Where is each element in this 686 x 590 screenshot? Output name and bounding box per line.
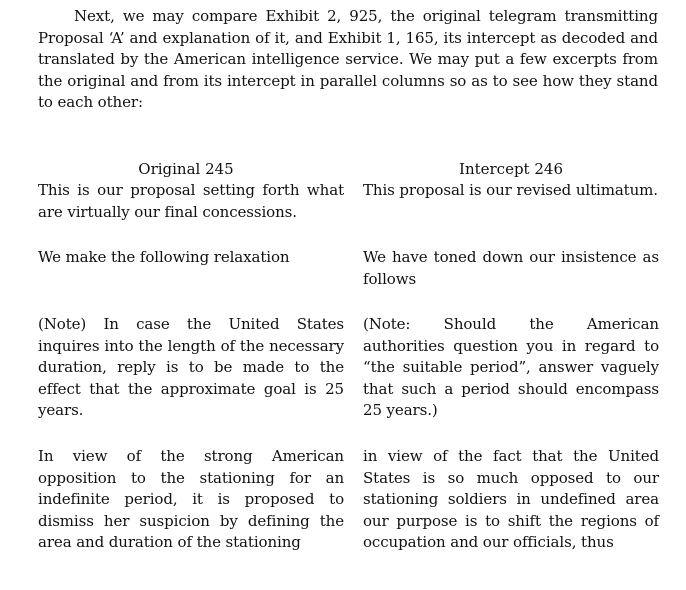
intercept-paragraph-1: This proposal is our revised ultimatum. xyxy=(363,181,658,199)
intercept-paragraph-2: We have toned down our insistence as follows xyxy=(363,248,659,288)
original-paragraph-4: In view of the strong American opposition to the stationing for an indefinite period, it is proposed to dismiss her suspicion by defining the area and duration of the stationing xyxy=(38,447,344,552)
original-paragraph-1: This is our proposal setting forth what are virtually our final concessions. xyxy=(38,181,344,221)
original-heading: Original 245 xyxy=(138,160,234,178)
intercept-heading: Intercept 246 xyxy=(459,160,563,178)
intro-paragraph: Next, we may compare Exhibit 2, 925, the original telegram transmitting Proposal ‘A’ and explanation of it, and Exhibit 1, 165, its intercept as decoded and translated by the American intelligence service. We may put a few excerpts from the original and from its intercept in parallel columns so as to see how they stand to each other: xyxy=(38,7,658,112)
original-paragraph-2: We make the following relaxation xyxy=(38,248,290,266)
original-column xyxy=(38,159,344,552)
intercept-paragraph-3: (Note: Should the American authorities question you in regard to “the suitable period”, answer vaguely that such a period should encompass 25 years.) xyxy=(363,315,659,420)
intercept-paragraph-4: in view of the fact that the United States is so much opposed to our stationing soldiers in undefined area our purpose is to shift the regions of occupation and our officials, thus xyxy=(363,447,659,552)
original-paragraph-3: (Note) In case the United States inquires into the length of the necessary duration, reply is to be made to the effect that the approximate goal is 25 years. xyxy=(38,315,344,420)
intercept-column xyxy=(363,159,659,552)
